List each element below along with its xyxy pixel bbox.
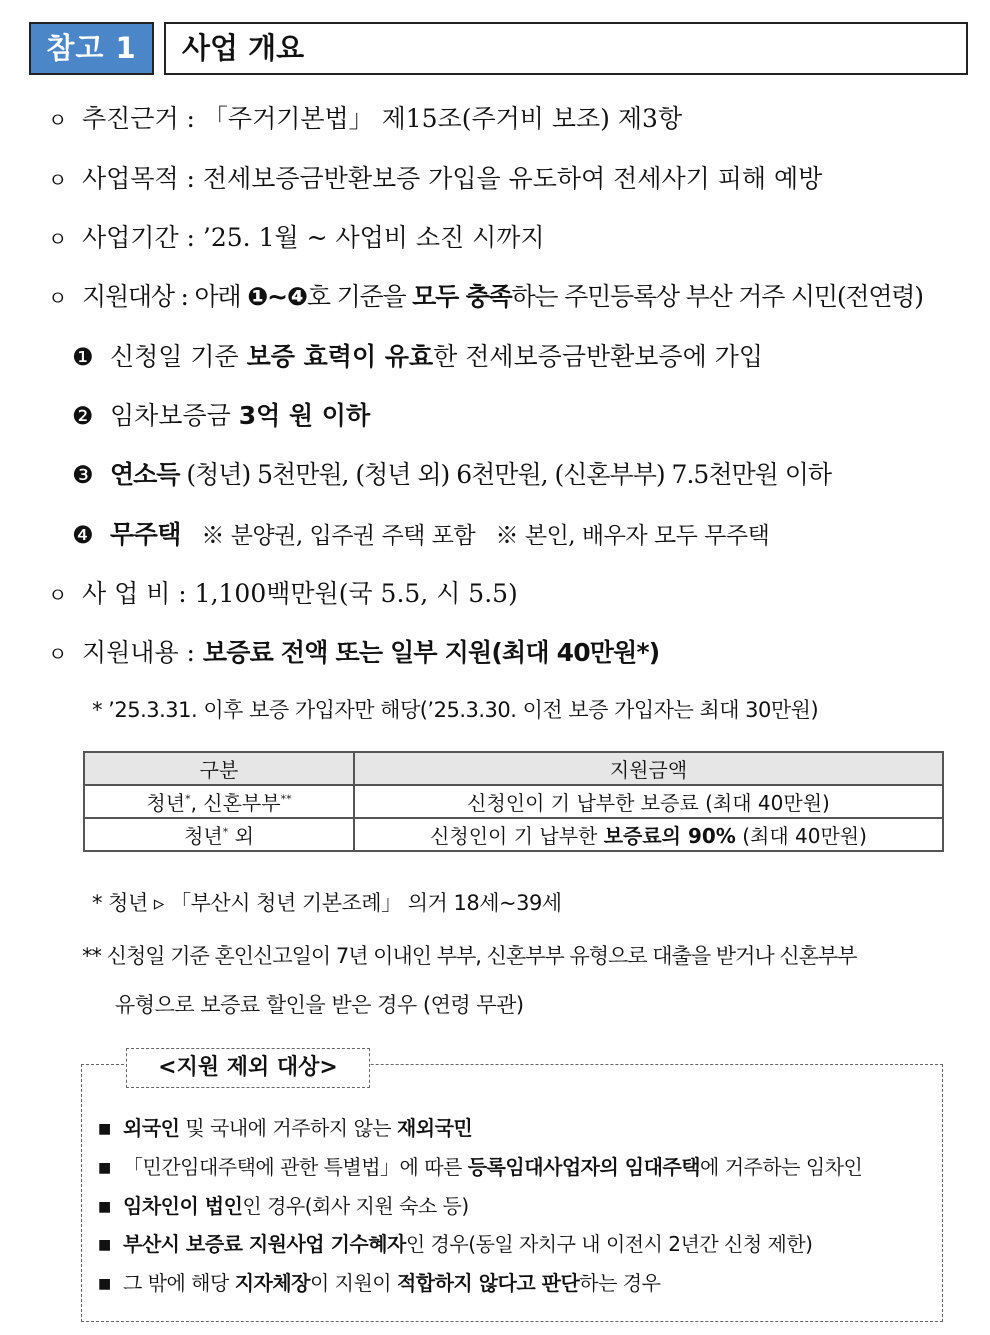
item-target: ㅇ 지원대상 : 아래 ❶~❹호 기준을 모두 충족하는 주민등록상 부산 거주 시민(전연령) [48, 280, 923, 315]
item-content [48, 636, 659, 671]
item-label: 지원내용 : [82, 638, 203, 667]
item-text: 1,100백만원(국 5.5, 시 5.5) [194, 579, 518, 608]
table-row [84, 818, 943, 851]
number-marker: ❷ [72, 402, 94, 430]
footnote-newlywed-cont: 유형으로 보증료 할인을 받은 경우 (연령 무관) [115, 993, 524, 1017]
criteria-range: ❶~❹ [247, 282, 307, 311]
emphasis: 3억 원 이하 [238, 401, 371, 430]
table-header-row [84, 752, 943, 785]
item-purpose [48, 162, 822, 197]
item-text: 「주거기본법」 제15조(주거비 보조) 제3항 [202, 104, 683, 133]
exclusion-item: ■ 부산시 보증료 지원사업 기수혜자인 경우(동일 자치구 내 이전시 2년간 신청 제한) [98, 1229, 812, 1260]
item-label: 사업목적 : [82, 164, 203, 193]
item-label: 추진근거 : [82, 104, 203, 133]
bullet-marker: ㅇ [48, 168, 68, 192]
square-bullet-icon: ■ [98, 1276, 111, 1292]
square-bullet-icon: ■ [98, 1121, 111, 1137]
support-amount-table [83, 751, 944, 852]
footnote-newlywed: ** 신청일 기준 혼인신고일이 7년 이내인 부부, 신혼부부 유형으로 대출을 받거나 신혼부부 [82, 944, 857, 968]
table-cell-category: 청년* 외 [84, 818, 354, 851]
criterion-4: ❹ 무주택 ※ 분양권, 입주권 주택 포함 ※ 본인, 배우자 모두 무주택 [72, 518, 769, 553]
square-bullet-icon: ■ [98, 1237, 111, 1253]
item-text: 전세보증금반환보증 가입을 유도하여 전세사기 피해 예방 [202, 164, 823, 193]
criterion-3: ❸ 연소득 (청년) 5천만원, (청년 외) 6천만원, (신혼부부) 7.5천만원 이하 [72, 458, 831, 492]
square-bullet-icon: ■ [98, 1199, 111, 1215]
bullet-marker: ㅇ [48, 583, 68, 607]
item-label: 사업기간 : [82, 223, 203, 252]
table-cell-amount: 신청인이 기 납부한 보증료의 90% (최대 40만원) [354, 818, 943, 851]
item-label: 지원대상 : [82, 282, 195, 311]
exclusion-item: ■ 「민간임대주택에 관한 특별법」에 따른 등록임대사업자의 임대주택에 거주하는 임차인 [98, 1152, 862, 1183]
column-header: 구분 [84, 752, 354, 785]
number-marker: ❸ [72, 461, 93, 489]
footnote-youth: * 청년 ▹ 「부산시 청년 기본조례」 의거 18세~39세 [92, 891, 562, 915]
criterion-1: ❶ 신청일 기준 보증 효력이 유효한 전세보증금반환보증에 가입 [72, 340, 763, 374]
table-cell-category: 청년*, 신혼부부** [84, 785, 354, 818]
emphasis: 연소득 [110, 460, 180, 489]
emphasis: 보증료 전액 또는 일부 지원(최대 40만원*) [202, 638, 660, 667]
section-tag: 참고 1 [29, 22, 154, 75]
content-note: * ’25.3.31. 이후 보증 가입자만 해당(’25.3.30. 이전 보증 가입자는 최대 30만원) [92, 698, 819, 722]
item-label: 사 업 비 : [82, 579, 195, 608]
criterion-2: ❷ 임차보증금 3억 원 이하 [72, 399, 370, 433]
exclusion-item: ■ 임차인이 법인인 경우(회사 지원 숙소 등) [98, 1191, 469, 1222]
emphasis: 무주택 [110, 520, 181, 549]
table-row [84, 785, 943, 818]
bullet-marker: ㅇ [48, 286, 67, 310]
item-budget [48, 577, 518, 612]
exclusion-title: <지원 제외 대상> [126, 1048, 370, 1088]
bullet-marker: ㅇ [48, 108, 68, 132]
item-basis [48, 102, 682, 137]
square-bullet-icon: ■ [98, 1160, 111, 1176]
table-cell-amount: 신청인이 기 납부한 보증료 (최대 40만원) [354, 785, 943, 818]
exclusion-item: ■ 외국인 및 국내에 거주하지 않는 재외국민 [98, 1113, 472, 1144]
number-marker: ❶ [72, 343, 94, 371]
column-header: 지원금액 [354, 752, 943, 785]
number-marker: ❹ [72, 521, 94, 549]
exclusion-item: ■ 그 밖에 해당 지자체장이 지원이 적합하지 않다고 판단하는 경우 [98, 1268, 660, 1299]
bullet-marker: ㅇ [48, 642, 68, 666]
item-period [48, 221, 545, 256]
emphasis: 모두 충족 [412, 282, 512, 311]
section-title: 사업 개요 [164, 22, 968, 75]
item-text: ’25. 1월 ~ 사업비 소진 시까지 [202, 223, 545, 252]
bullet-marker: ㅇ [48, 227, 68, 251]
emphasis: 보증 효력이 유효 [246, 342, 434, 371]
